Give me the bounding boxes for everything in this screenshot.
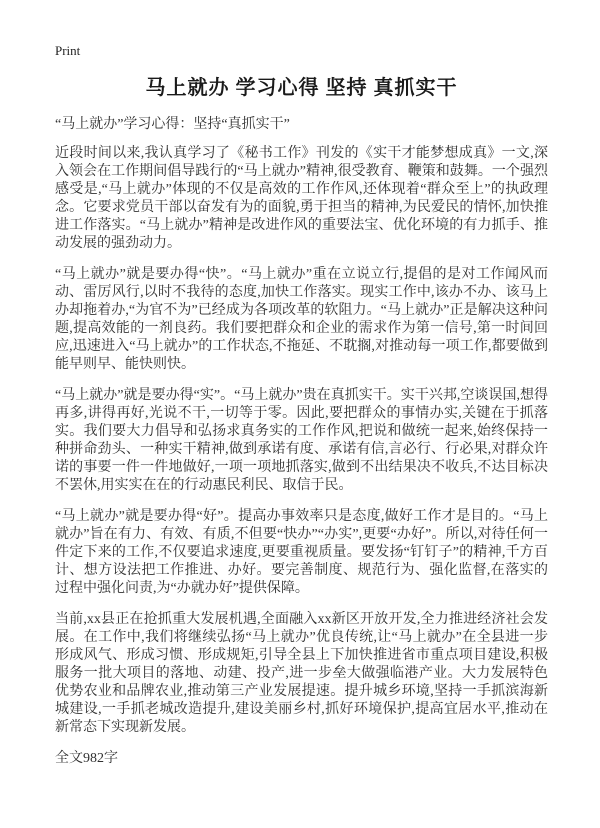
document-subtitle: “马上就办”学习心得：坚持“真抓实干” xyxy=(55,117,290,132)
body-paragraph: 当前,xx县正在抢抓重大发展机遇,全面融入xx新区开放开发,全力推进经济社会发展。在工作中,我们将继续弘扬“马上就办”优良传统,让“马上就办”在全县进一步形成风气、形成习惯、形成规矩,引导全县上下加快推进省市重点项目建设,积极服务一批大项目的落地、动建、投产,进一步垒大做强临港产业。大力发展特色优势农业和品牌农业,推动第三产业发展提速。提升城乡环境,坚持一手抓滨海新城建设,一手抓老城改造提升,建设美丽乡村,抓好环境保护,提高宜居水平,推动在新常态下实现新发展。 xyxy=(55,612,548,735)
page-title: 马上就办 学习心得 坚持 真抓实干 xyxy=(145,77,458,99)
body-paragraph: “马上就办”就是要办得“快”。“马上就办”重在立说立行,提倡的是对工作闻风而动、雷厉风行,以时不我待的态度,加快工作落实。现实工作中,该办不办、该马上办却拖着办,“为官不为”已经成为各项改革的软阻力。“马上就办”正是解决这种问题,提高效能的一剂良药。我们要把群众和企业的需求作为第一信号,第一时间回应,迅速进入“马上就办”的工作状态,不拖延、不耽搁,对推动每一项工作,都要做到能早则早、能快则快。 xyxy=(55,267,548,372)
body-paragraph: “马上就办”就是要办得“好”。提高办事效率只是态度,做好工作才是目的。“马上就办”旨在有力、有效、有质,不但要“快办”“办实”,更要“办好”。所以,对待任何一件定下来的工作,不仅要追求速度,更要重视质量。要发扬“钉钉子”的精神,千方百计、想方设法把工作推进、办好。要完善制度、规范行为、强化监督,在落实的过程中强化问责,为“办就办好”提供保障。 xyxy=(55,509,548,596)
body-paragraph: 近段时间以来,我认真学习了《秘书工作》刊发的《实干才能梦想成真》一文,深入领会在工作期间倡导践行的“马上就办”精神,很受教育、鞭策和鼓舞。一个强烈感受是,“马上就办”体现的不仅是高效的工作作风,还体现着“群众至上”的执政理念。它要求党员干部以奋发有为的面貌,勇于担当的精神,为民爱民的情怀,加快推进工作落实。“马上就办”精神是改进作风的重要法宝、优化环境的有力抓手、推动发展的强劲动力。 xyxy=(55,146,548,251)
body-paragraph: “马上就办”就是要办得“实”。“马上就办”贵在真抓实干。实干兴邦,空谈误国,想得再多,讲得再好,光说不干,一切等于零。因此,要把群众的事情办实,关键在于抓落实。我们要大力倡导和弘扬求真务实的工作作风,把说和做统一起来,始终保持一种拼命劲头、一种实干精神,做到承诺有度、承诺有信,言必行、行必果,对群众许诺的事要一件一件地做好,一项一项地抓落实,做到不出结果决不收兵,不达目标决不罢休,用实实在在的行动惠民利民、取信于民。 xyxy=(55,388,548,493)
word-count: 全文982字 xyxy=(55,751,118,766)
print-link[interactable]: Print xyxy=(55,43,81,58)
